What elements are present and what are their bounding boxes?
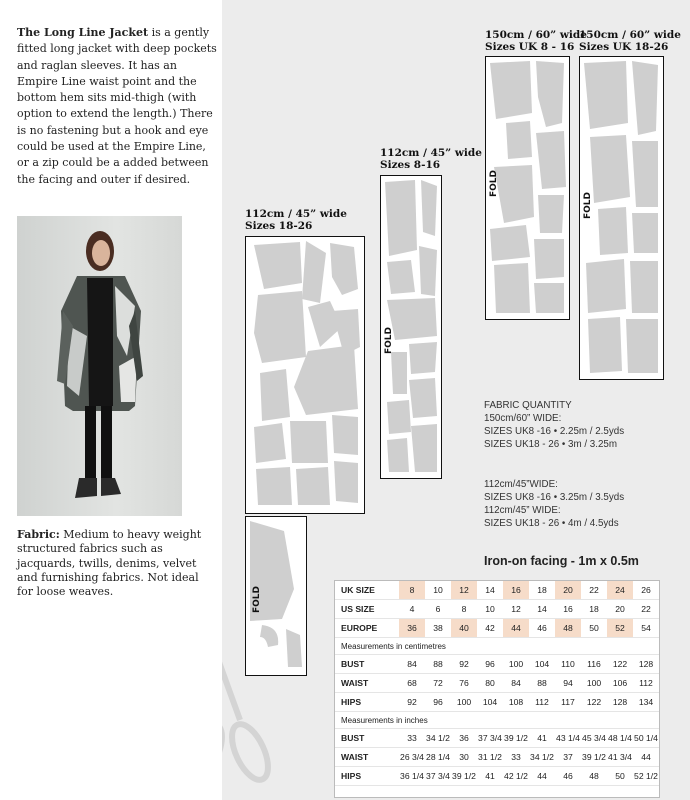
size-table-row-label: HIPS	[335, 767, 399, 786]
layout-a-fold-diagram	[245, 516, 307, 676]
size-table-row	[335, 581, 659, 600]
size-table-cell: 100	[503, 655, 529, 674]
size-table-row	[335, 655, 659, 674]
size-table-cell: 128	[607, 693, 633, 712]
size-table-cell: 84	[503, 674, 529, 693]
size-table-cell: 50 1/4	[633, 729, 659, 748]
size-table-cell: 112	[529, 693, 555, 712]
size-table-cell: 39 1/2	[503, 729, 529, 748]
layout-d-sizes: Sizes UK 18-26	[579, 41, 669, 53]
size-table-cell: 20	[555, 581, 581, 600]
size-table-row-label: BUST	[335, 655, 399, 674]
size-table-cell: 16	[555, 600, 581, 619]
layout-a-sizes: Sizes 18-26	[245, 220, 313, 232]
layout-b-diagram	[380, 175, 442, 479]
size-table-cell: 8	[451, 600, 477, 619]
size-table-cell: 4	[399, 600, 425, 619]
layout-c-sizes: Sizes UK 8 - 16	[485, 41, 575, 53]
size-table-cell: 52	[607, 619, 633, 638]
layout-a-diagram	[245, 236, 365, 514]
size-table-row	[335, 619, 659, 638]
layout-a-fold-label: FOLD	[252, 585, 262, 613]
size-table-cell: 122	[581, 693, 607, 712]
size-table-cell: 12	[451, 581, 477, 600]
size-table-section-heading-text: Measurements in centimetres	[335, 638, 659, 655]
size-table-cell: 48	[555, 619, 581, 638]
size-table-cell: 30	[451, 748, 477, 767]
size-table-cell: 48 1/4	[607, 729, 633, 748]
size-table-cell: 10	[425, 581, 451, 600]
size-table-cell: 42 1/2	[503, 767, 529, 786]
size-table-cell: 16	[503, 581, 529, 600]
size-table-cell: 110	[555, 655, 581, 674]
fabric-quantity-row: SIZES UK8 -16 • 2.25m / 2.5yds	[484, 426, 625, 437]
size-table-cell: 100	[451, 693, 477, 712]
size-table-cell: 96	[425, 693, 451, 712]
size-table-cell: 48	[581, 767, 607, 786]
fabric-recommendation	[17, 528, 217, 599]
size-table-cell: 33	[399, 729, 425, 748]
size-table-cell: 31 1/2	[477, 748, 503, 767]
size-table-cell: 88	[425, 655, 451, 674]
layout-b-sizes: Sizes 8-16	[380, 159, 441, 171]
layout-d-fold-label: FOLD	[583, 191, 593, 219]
size-table-section-heading	[335, 712, 659, 729]
size-table-cell: 8	[399, 581, 425, 600]
fabric-quantity-112-heading: 112cm/45”WIDE:	[484, 479, 558, 490]
size-table-cell: 39 1/2	[581, 748, 607, 767]
size-table-cell: 104	[477, 693, 503, 712]
size-table-cell: 80	[477, 674, 503, 693]
size-table-cell: 94	[555, 674, 581, 693]
size-table-row-label: HIPS	[335, 693, 399, 712]
fabric-quantity-row: SIZES UK8 -16 • 3.25m / 3.5yds	[484, 492, 625, 503]
layout-d-label	[579, 29, 681, 53]
size-table-cell: 12	[503, 600, 529, 619]
size-table-cell: 41 3/4	[607, 748, 633, 767]
size-table-cell: 54	[633, 619, 659, 638]
size-table-cell: 36 1/4	[399, 767, 425, 786]
size-table-cell: 18	[581, 600, 607, 619]
layout-a-label	[245, 208, 347, 232]
size-table-cell: 43 1/4	[555, 729, 581, 748]
size-table-cell: 37 3/4	[425, 767, 451, 786]
size-table-cell: 20	[607, 600, 633, 619]
size-table-cell: 10	[477, 600, 503, 619]
fabric-quantity-block-112	[484, 478, 624, 530]
layout-d-width: 150cm / 60” wide	[579, 29, 681, 41]
size-table-cell: 92	[399, 693, 425, 712]
size-table-row-label: WAIST	[335, 748, 399, 767]
size-table-cell: 50	[581, 619, 607, 638]
size-table-row	[335, 748, 659, 767]
size-table-cell: 92	[451, 655, 477, 674]
model-photo	[17, 216, 182, 516]
size-table-cell: 37	[555, 748, 581, 767]
size-table-cell: 39 1/2	[451, 767, 477, 786]
size-table-cell: 22	[581, 581, 607, 600]
size-table-cell: 41	[529, 729, 555, 748]
size-table-row-label: WAIST	[335, 674, 399, 693]
size-table-cell: 40	[451, 619, 477, 638]
fabric-quantity-block	[484, 399, 624, 451]
size-table-cell: 45 3/4	[581, 729, 607, 748]
size-table-section-heading	[335, 638, 659, 655]
layout-c-diagram	[485, 56, 570, 320]
size-table-row	[335, 729, 659, 748]
size-table-cell: 134	[633, 693, 659, 712]
pattern-description-text: is a gently fitted long jacket with deep pockets and raglan sleeves. It has an Empire Line waist point and the bottom hem sits mid-thigh (with option to extend the length.) There is no fastening but a hook and eye could be used at the Empire Line, or a zip could be a added between the facing and outer if desired.	[17, 26, 217, 186]
size-table-cell: 14	[477, 581, 503, 600]
size-table-cell: 6	[425, 600, 451, 619]
size-table-cell: 44	[503, 619, 529, 638]
size-table-cell: 88	[529, 674, 555, 693]
size-table-cell: 96	[477, 655, 503, 674]
size-table-cell: 46	[555, 767, 581, 786]
layout-c-fold-label: FOLD	[489, 169, 499, 197]
size-table-cell: 50	[607, 767, 633, 786]
size-table-cell: 37 3/4	[477, 729, 503, 748]
size-table-cell: 42	[477, 619, 503, 638]
left-column	[0, 0, 222, 800]
fabric-quantity-row: SIZES UK18 - 26 • 4m / 4.5yds	[484, 518, 619, 529]
size-table-row-label: BUST	[335, 729, 399, 748]
size-table-row	[335, 693, 659, 712]
size-table-cell: 106	[607, 674, 633, 693]
size-table-cell: 36	[399, 619, 425, 638]
size-table-cell: 18	[529, 581, 555, 600]
size-table-cell: 117	[555, 693, 581, 712]
size-table-cell: 22	[633, 600, 659, 619]
size-table-cell: 44	[633, 748, 659, 767]
size-table-cell: 38	[425, 619, 451, 638]
size-table-cell: 26 3/4	[399, 748, 425, 767]
size-table-cell: 33	[503, 748, 529, 767]
pattern-description	[17, 25, 217, 188]
size-table-cell: 128	[633, 655, 659, 674]
size-table-cell: 112	[633, 674, 659, 693]
size-table-row	[335, 600, 659, 619]
size-table-cell: 41	[477, 767, 503, 786]
fabric-text: Medium to heavy weight structured fabrics such as jacquards, twills, denims, velvet and furnishing fabrics. Not ideal for loose weaves.	[17, 528, 202, 599]
size-table-row-label: US SIZE	[335, 600, 399, 619]
layout-c-label	[485, 29, 587, 53]
layout-a-width: 112cm / 45” wide	[245, 208, 347, 220]
size-table-cell: 34 1/2	[425, 729, 451, 748]
fabric-quantity-row: SIZES UK18 - 26 • 3m / 3.25m	[484, 439, 618, 450]
size-table-cell: 44	[529, 767, 555, 786]
size-table-row-label: UK SIZE	[335, 581, 399, 600]
size-table-cell: 46	[529, 619, 555, 638]
fabric-quantity-112-heading: 112cm/45” WIDE:	[484, 505, 561, 516]
size-table-row-label: EUROPE	[335, 619, 399, 638]
size-table-cell: 14	[529, 600, 555, 619]
size-chart	[334, 580, 660, 798]
size-table-cell: 116	[581, 655, 607, 674]
pattern-title: The Long Line Jacket	[17, 26, 149, 39]
size-table	[335, 581, 659, 786]
size-table-cell: 108	[503, 693, 529, 712]
layout-b-label	[380, 147, 482, 171]
fabric-label: Fabric:	[17, 528, 60, 541]
size-table-cell: 104	[529, 655, 555, 674]
size-table-row	[335, 767, 659, 786]
size-table-cell: 26	[633, 581, 659, 600]
size-table-section-heading-text: Measurements in inches	[335, 712, 659, 729]
size-table-cell: 72	[425, 674, 451, 693]
layout-b-fold-label: FOLD	[384, 326, 394, 354]
size-table-cell: 36	[451, 729, 477, 748]
layout-c-width: 150cm / 60” wide	[485, 29, 587, 41]
size-table-cell: 100	[581, 674, 607, 693]
size-table-cell: 52 1/2	[633, 767, 659, 786]
layout-d-diagram	[579, 56, 664, 380]
fabric-quantity-heading: FABRIC QUANTITY	[484, 400, 572, 411]
size-table-cell: 28 1/4	[425, 748, 451, 767]
size-table-cell: 68	[399, 674, 425, 693]
size-table-cell: 84	[399, 655, 425, 674]
size-table-cell: 122	[607, 655, 633, 674]
size-table-row	[335, 674, 659, 693]
layout-b-width: 112cm / 45” wide	[380, 147, 482, 159]
size-table-cell: 76	[451, 674, 477, 693]
size-table-cell: 34 1/2	[529, 748, 555, 767]
facing-note: Iron-on facing - 1m x 0.5m	[484, 554, 639, 568]
size-table-cell: 24	[607, 581, 633, 600]
fabric-quantity-150-heading: 150cm/60” WIDE:	[484, 413, 562, 424]
